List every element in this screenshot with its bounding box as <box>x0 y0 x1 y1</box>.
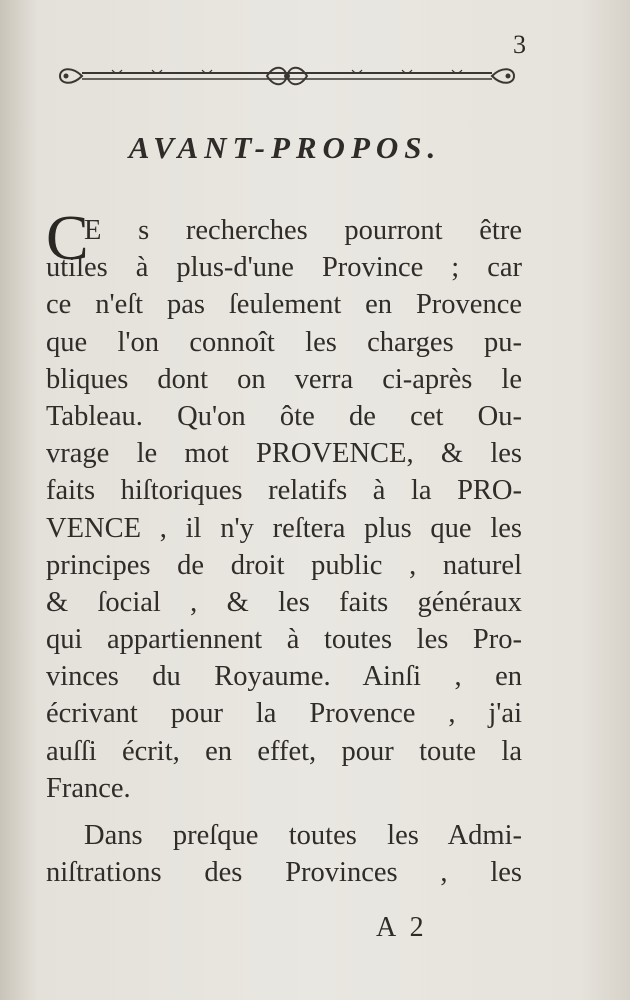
text-line: Dans preſque toutes les Admi- <box>84 820 522 851</box>
text-line: ce n'eſt pas ſeulement en Provence <box>46 289 522 321</box>
section-heading: AVANT-PROPOS. <box>128 130 442 165</box>
text-line: niſtrations des Provinces , les <box>46 857 522 889</box>
text-line: E s recherches pourront être <box>84 215 522 246</box>
paragraph-2 <box>46 817 522 891</box>
text-line: Tableau. Qu'on ôte de cet Ou- <box>46 400 522 432</box>
text-line: écrivant pour la Provence , j'ai <box>46 698 522 730</box>
drop-cap: C <box>46 202 89 273</box>
text-line: faits hiſtoriques relatifs à la PRO- <box>46 475 522 507</box>
page-number: 3 <box>513 30 526 59</box>
text-line: principes de droit public , naturel <box>46 549 522 581</box>
text-line: vinces du Royaume. Ainſi , en <box>46 661 522 693</box>
body-text <box>46 202 522 891</box>
text-line: que l'on connoît les charges pu- <box>46 326 522 358</box>
text-line: vrage le mot PROVENCE, & les <box>46 438 522 470</box>
rule-ornament-icon <box>52 62 522 90</box>
text-line: VENCE , il n'y reſtera plus que les <box>46 512 522 544</box>
text-line: France. <box>46 772 131 804</box>
text-line: qui appartiennent à toutes les Pro- <box>46 624 522 656</box>
text-line: & ſocial , & les faits généraux <box>46 586 522 618</box>
text-line: bliques dont on verra ci-après le <box>46 363 522 395</box>
paragraph-1 <box>46 202 522 807</box>
signature-mark: A 2 <box>376 912 428 943</box>
text-line: utiles à plus-d'une Province ; car <box>46 252 522 284</box>
text-line: auſſi écrit, en effet, pour toute la <box>46 735 522 767</box>
